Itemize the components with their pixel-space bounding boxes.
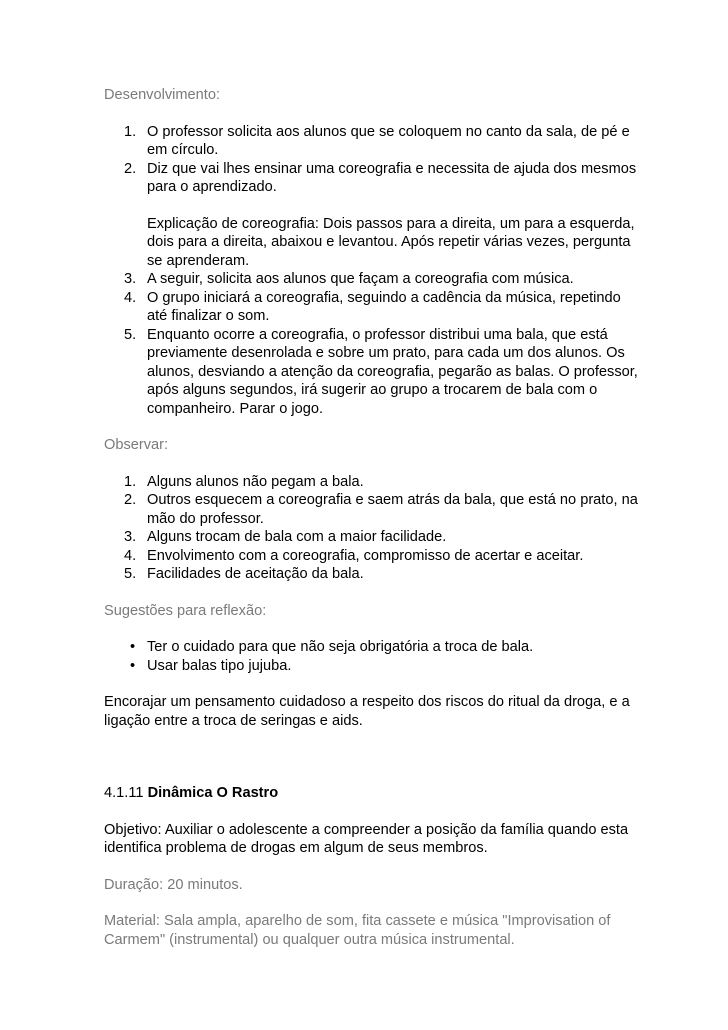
bullet-icon: •: [130, 657, 136, 674]
list-item: [104, 657, 644, 676]
list-item-text: O grupo iniciará a coreografia, seguindo a cadência da música, repetindo até finalizar o som.: [147, 289, 621, 324]
list-item-text: Ter o cuidado para que não seja obrigatória a troca de bala.: [147, 639, 534, 655]
list-item: [104, 565, 644, 584]
objective-paragraph: Objetivo: Auxiliar o adolescente a compreender a posição da família quando esta identifica problema de drogas em algum de seus membros.: [104, 821, 629, 856]
observe-heading: Observar:: [104, 437, 169, 453]
list-item: [104, 326, 644, 419]
list-item-text: Diz que vai lhes ensinar uma coreografia e necessita de ajuda dos mesmos para o aprendizado.: [147, 160, 637, 195]
document-page: [104, 86, 644, 967]
list-item: [104, 547, 644, 566]
suggestions-heading: Sugestões para reflexão:: [104, 602, 267, 619]
section-number: 4.1.11: [104, 785, 144, 801]
list-number: 2.: [124, 160, 137, 177]
list-item-text: Enquanto ocorre a coreografia, o professor distribui uma bala, que está previamente desenrolada e sobre um prato, para cada um dos alunos. Os alunos, desviando a atenção da coreografia, pegarão as balas. O professor, após alguns segundos, irá sugerir ao grupo a trocarem de bala com o companheiro. Parar o jogo.: [147, 326, 638, 417]
encourage-paragraph: Encorajar um pensamento cuidadoso a respeito dos riscos do ritual da droga, e a ligação entre a troca de seringas e aids.: [104, 694, 630, 729]
duration-paragraph: Duração: 20 minutos.: [104, 876, 243, 893]
list-item-text: Alguns alunos não pegam a bala.: [147, 473, 364, 490]
list-item-text: O professor solicita aos alunos que se coloquem no canto da sala, de pé e em círculo.: [147, 123, 630, 158]
section-title: Dinâmica O Rastro: [147, 785, 279, 801]
bullet-icon: •: [130, 639, 136, 655]
material-paragraph: Material: Sala ampla, aparelho de som, fita cassete e música "Improvisation of Carmem" (instrumental) ou qualquer outra música instrumental.: [104, 913, 611, 948]
development-list: [104, 123, 644, 419]
list-item: [104, 289, 644, 326]
list-number: 5.: [124, 566, 137, 582]
list-item-text: A seguir, solicita aos alunos que façam a coreografia com música.: [147, 271, 574, 287]
list-item-text: Facilidades de aceitação da bala.: [147, 566, 364, 582]
list-number: 2.: [124, 492, 137, 508]
section-spacer: [104, 748, 644, 784]
list-item-text: Usar balas tipo jujuba.: [147, 657, 292, 674]
list-item-text: Outros esquecem a coreografia e saem atrás da bala, que está no prato, na mão do professor.: [147, 492, 638, 527]
list-item: [104, 638, 644, 657]
list-item-text: Envolvimento com a coreografia, compromisso de acertar e aceitar.: [147, 547, 584, 564]
list-number: 5.: [124, 326, 137, 343]
list-number: 1.: [124, 123, 137, 140]
list-number: 1.: [124, 473, 137, 490]
list-item: [104, 270, 644, 289]
list-item: [104, 123, 644, 160]
section-heading: [104, 784, 644, 803]
list-number: 3.: [124, 529, 137, 545]
observe-list: [104, 473, 644, 584]
choreography-explanation: Explicação de coreografia: Dois passos para a direita, um para a esquerda, dois para a direita, abaixou e levantou. Após repetir várias vezes, pergunta se aprenderam.: [147, 215, 635, 269]
list-item: [104, 491, 644, 528]
list-item: [104, 160, 644, 271]
list-number: 4.: [124, 547, 137, 564]
list-item: [104, 473, 644, 492]
list-number: 3.: [124, 271, 137, 287]
suggestions-list: [104, 638, 644, 675]
list-item: [104, 528, 644, 547]
list-item-text: Alguns trocam de bala com a maior facilidade.: [147, 529, 447, 545]
development-heading: Desenvolvimento:: [104, 87, 220, 103]
list-number: 4.: [124, 289, 137, 306]
